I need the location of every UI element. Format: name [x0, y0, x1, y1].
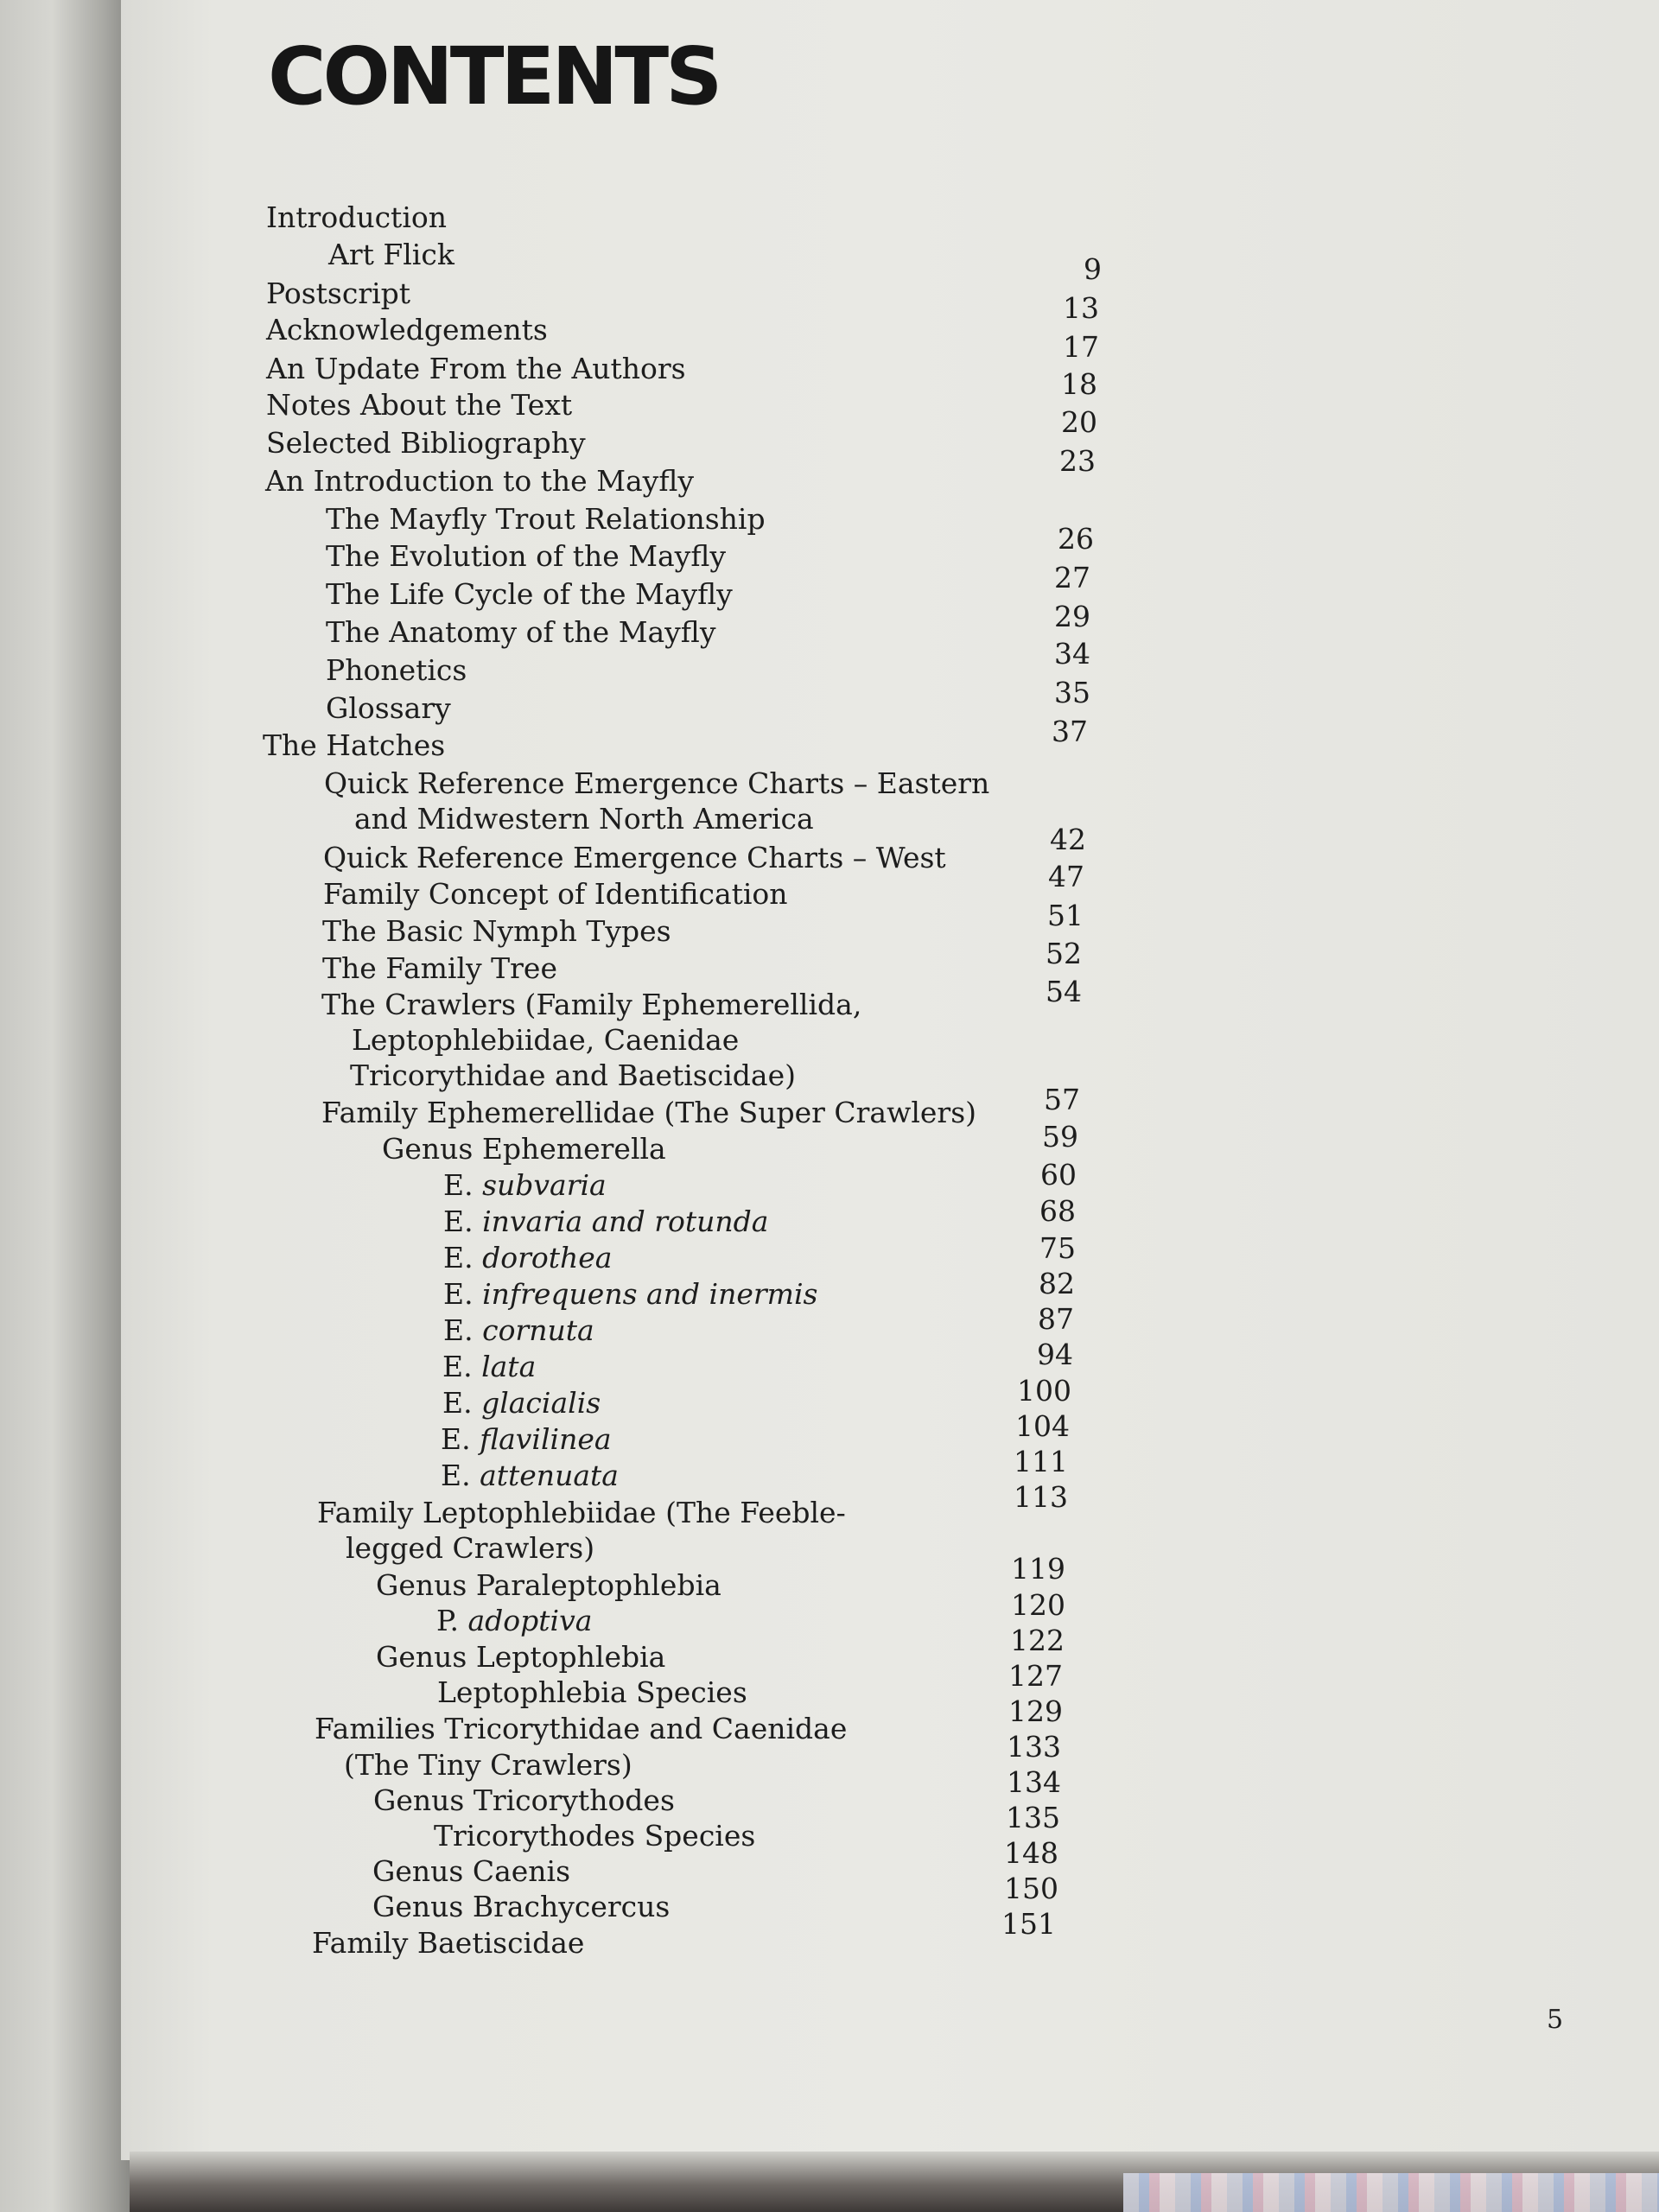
toc-entry-text: Quick Reference Emergence Charts – West [323, 841, 946, 874]
toc-page-number: 111 [1014, 1445, 1068, 1478]
toc-entry-text: Glossary [326, 691, 451, 725]
toc-entry-text: Tricorythidae and Baetiscidae) [350, 1058, 796, 1092]
toc-page-number: 82 [1039, 1267, 1075, 1300]
toc-entry [372, 1854, 570, 1888]
toc-page-number: 20 [1061, 405, 1097, 439]
page-title: CONTENTS [268, 30, 720, 123]
toc-entry [443, 1241, 612, 1274]
toc-entry-text: Acknowledgements [266, 313, 548, 346]
toc-entry [376, 1640, 665, 1674]
toc-page-number: 60 [1040, 1158, 1077, 1192]
toc-entry-species: attenuata [470, 1459, 619, 1492]
toc-page-number: 129 [1008, 1694, 1063, 1728]
toc-entry-species: subvaria [473, 1168, 607, 1202]
toc-entry-text: Genus Caenis [372, 1854, 571, 1888]
toc-entry-text: Leptophlebiidae, Caenidae [352, 1023, 740, 1057]
toc-entry-text: Leptophlebia Species [437, 1675, 747, 1709]
toc-entry-text: The Evolution of the Mayfly [326, 539, 726, 573]
toc-entry-text: The Crawlers (Family Ephemerellida, [321, 988, 862, 1021]
toc-entry-text: E. [443, 1241, 474, 1274]
toc-entry-species: lata [472, 1350, 537, 1383]
toc-entry [376, 1568, 721, 1602]
toc-entry-text: The Family Tree [322, 951, 557, 985]
toc-entry [346, 1531, 594, 1565]
toc-entry-text: Genus Leptophlebia [376, 1640, 666, 1674]
toc-entry [326, 653, 467, 687]
toc-entry-text: Notes About the Text [266, 388, 573, 422]
toc-entry-text: The Hatches [263, 728, 446, 762]
toc-entry [266, 426, 586, 460]
toc-entry-text: E. [441, 1459, 471, 1492]
toc-entry-text: Selected Bibliography [266, 426, 586, 460]
toc-entry [322, 914, 671, 948]
toc-entry [437, 1675, 747, 1709]
toc-page-number: 57 [1044, 1083, 1080, 1116]
toc-entry [328, 238, 454, 271]
toc-entry-text: Families Tricorythidae and Caenidae [315, 1712, 848, 1745]
toc-page-number: 35 [1054, 676, 1090, 709]
toc-entry [354, 802, 814, 836]
toc-entry [443, 1205, 768, 1238]
toc-page-number: 29 [1054, 600, 1090, 633]
toc-page-number: 148 [1004, 1836, 1058, 1870]
toc-page-number: 120 [1011, 1588, 1065, 1622]
toc-entry-text: E. [443, 1168, 474, 1202]
toc-entry [443, 1168, 607, 1202]
toc-entry [315, 1712, 847, 1745]
toc-entry [443, 1277, 817, 1311]
toc-entry-text: The Life Cycle of the Mayfly [326, 577, 733, 611]
toc-entry [352, 1023, 739, 1057]
toc-page-number: 150 [1004, 1872, 1058, 1905]
toc-page-number: 122 [1010, 1624, 1065, 1657]
toc-entry [442, 1386, 601, 1420]
toc-entry-text: and Midwestern North America [354, 802, 814, 836]
toc-entry-text: Postscript [266, 276, 411, 310]
toc-entry [323, 841, 946, 874]
toc-entry [326, 502, 766, 536]
toc-entry [373, 1783, 675, 1817]
toc-page-number: 17 [1063, 330, 1099, 364]
toc-entry-species: dorothea [473, 1241, 613, 1274]
toc-entry-text: Family Concept of Identification [323, 877, 788, 911]
toc-entry [350, 1058, 796, 1092]
toc-page-number: 151 [1001, 1907, 1056, 1941]
toc-entry-text: E. [443, 1205, 474, 1238]
toc-page-number: 34 [1054, 637, 1090, 671]
toc-entry [266, 200, 447, 234]
toc-entry [434, 1819, 755, 1853]
toc-page-number: 100 [1017, 1374, 1071, 1408]
toc-entry [321, 1096, 976, 1129]
toc-page-number: 26 [1058, 522, 1094, 556]
toc-entry [263, 728, 445, 762]
toc-entry [266, 352, 686, 385]
toc-page-number: 9 [1084, 252, 1102, 286]
toc-page-number: 18 [1061, 367, 1097, 401]
toc-entry [322, 951, 557, 985]
toc-page-number: 68 [1039, 1194, 1076, 1228]
toc-entry [321, 988, 861, 1021]
toc-page-number: 42 [1050, 823, 1086, 856]
toc-page-number: 94 [1037, 1338, 1073, 1371]
toc-entry [265, 464, 694, 498]
toc-page-number: 127 [1008, 1659, 1063, 1693]
toc-page-number: 75 [1039, 1231, 1076, 1265]
toc-entry [344, 1748, 632, 1782]
tablecloth [1123, 2173, 1659, 2212]
toc-page-number: 133 [1007, 1730, 1061, 1764]
toc-entry [266, 276, 410, 310]
toc-entry [372, 1890, 670, 1923]
toc-entry-text: (The Tiny Crawlers) [344, 1748, 632, 1782]
toc-entry [442, 1350, 536, 1383]
toc-entry-text: E. [443, 1277, 474, 1311]
toc-entry [326, 615, 715, 649]
toc-page-number: 59 [1042, 1120, 1078, 1154]
toc-entry-text: Genus Paraleptophlebia [376, 1568, 721, 1602]
toc-page-number: 134 [1007, 1765, 1061, 1799]
toc-entry-text: Quick Reference Emergence Charts – Eastern [324, 766, 990, 800]
toc-entry [266, 388, 572, 422]
toc-entry [323, 877, 788, 911]
toc-entry-text: Genus Tricorythodes [373, 1783, 675, 1817]
toc-entry-text: The Basic Nymph Types [322, 914, 671, 948]
toc-page-number: 113 [1014, 1480, 1068, 1514]
toc-entry-species: flavilinea [470, 1422, 612, 1456]
toc-entry-text: Tricorythodes Species [434, 1819, 756, 1853]
page-number: 5 [1547, 2005, 1564, 2035]
toc-entry-text: Phonetics [326, 653, 467, 687]
toc-page-number: 37 [1052, 715, 1088, 748]
toc-entry-text: An Introduction to the Mayfly [265, 464, 694, 498]
toc-entry-text: Family Baetiscidae [312, 1926, 585, 1960]
toc-entry [443, 1313, 594, 1347]
toc-entry-text: E. [442, 1350, 473, 1383]
toc-entry [266, 313, 548, 346]
toc-entry-text: E. [443, 1313, 474, 1347]
toc-entry-species: infrequens and inermis [473, 1277, 818, 1311]
toc-entry-species: adoptiva [459, 1604, 593, 1637]
toc-entry-text: The Anatomy of the Mayfly [326, 615, 716, 649]
toc-entry-text: An Update From the Authors [266, 352, 686, 385]
toc-page-number: 47 [1048, 860, 1084, 893]
toc-entry [326, 577, 733, 611]
toc-entry-text: legged Crawlers) [346, 1531, 595, 1565]
toc-page-number: 13 [1063, 291, 1099, 325]
toc-entry-text: The Mayfly Trout Relationship [326, 502, 766, 536]
toc-entry [436, 1604, 592, 1637]
toc-entry [326, 691, 451, 725]
toc-entry [441, 1422, 612, 1456]
toc-entry [326, 539, 726, 573]
toc-entry-text: Genus Ephemerella [382, 1132, 666, 1166]
toc-entry-text: Family Ephemerellidae (The Super Crawlers) [321, 1096, 977, 1129]
toc-page-number: 52 [1046, 937, 1082, 970]
toc-page-number: 51 [1047, 899, 1084, 932]
toc-page-number: 119 [1011, 1552, 1065, 1586]
toc-entry-text: Introduction [266, 200, 447, 234]
toc-entry-text: Art Flick [328, 238, 454, 271]
toc-page-number: 27 [1054, 561, 1090, 594]
toc-entry-species: glacialis [472, 1386, 601, 1420]
toc-entry [441, 1459, 619, 1492]
toc-page-number: 23 [1059, 444, 1096, 478]
toc-entry-text: E. [442, 1386, 473, 1420]
toc-entry [317, 1496, 846, 1529]
toc-entry-species: cornuta [473, 1313, 594, 1347]
toc-entry [382, 1132, 666, 1166]
toc-page-number: 135 [1006, 1801, 1060, 1834]
toc-page-number: 87 [1038, 1302, 1074, 1336]
toc-page-number: 104 [1015, 1409, 1070, 1443]
toc-entry-species: invaria and rotunda [473, 1205, 769, 1238]
toc-entry-text: Genus Brachycercus [372, 1890, 671, 1923]
toc-entry-text: E. [441, 1422, 471, 1456]
toc-entry [324, 766, 989, 800]
toc-entry-text: P. [436, 1604, 460, 1637]
toc-entry-text: Family Leptophlebiidae (The Feeble- [317, 1496, 846, 1529]
toc-page-number: 54 [1046, 975, 1082, 1008]
toc-entry [312, 1926, 584, 1960]
